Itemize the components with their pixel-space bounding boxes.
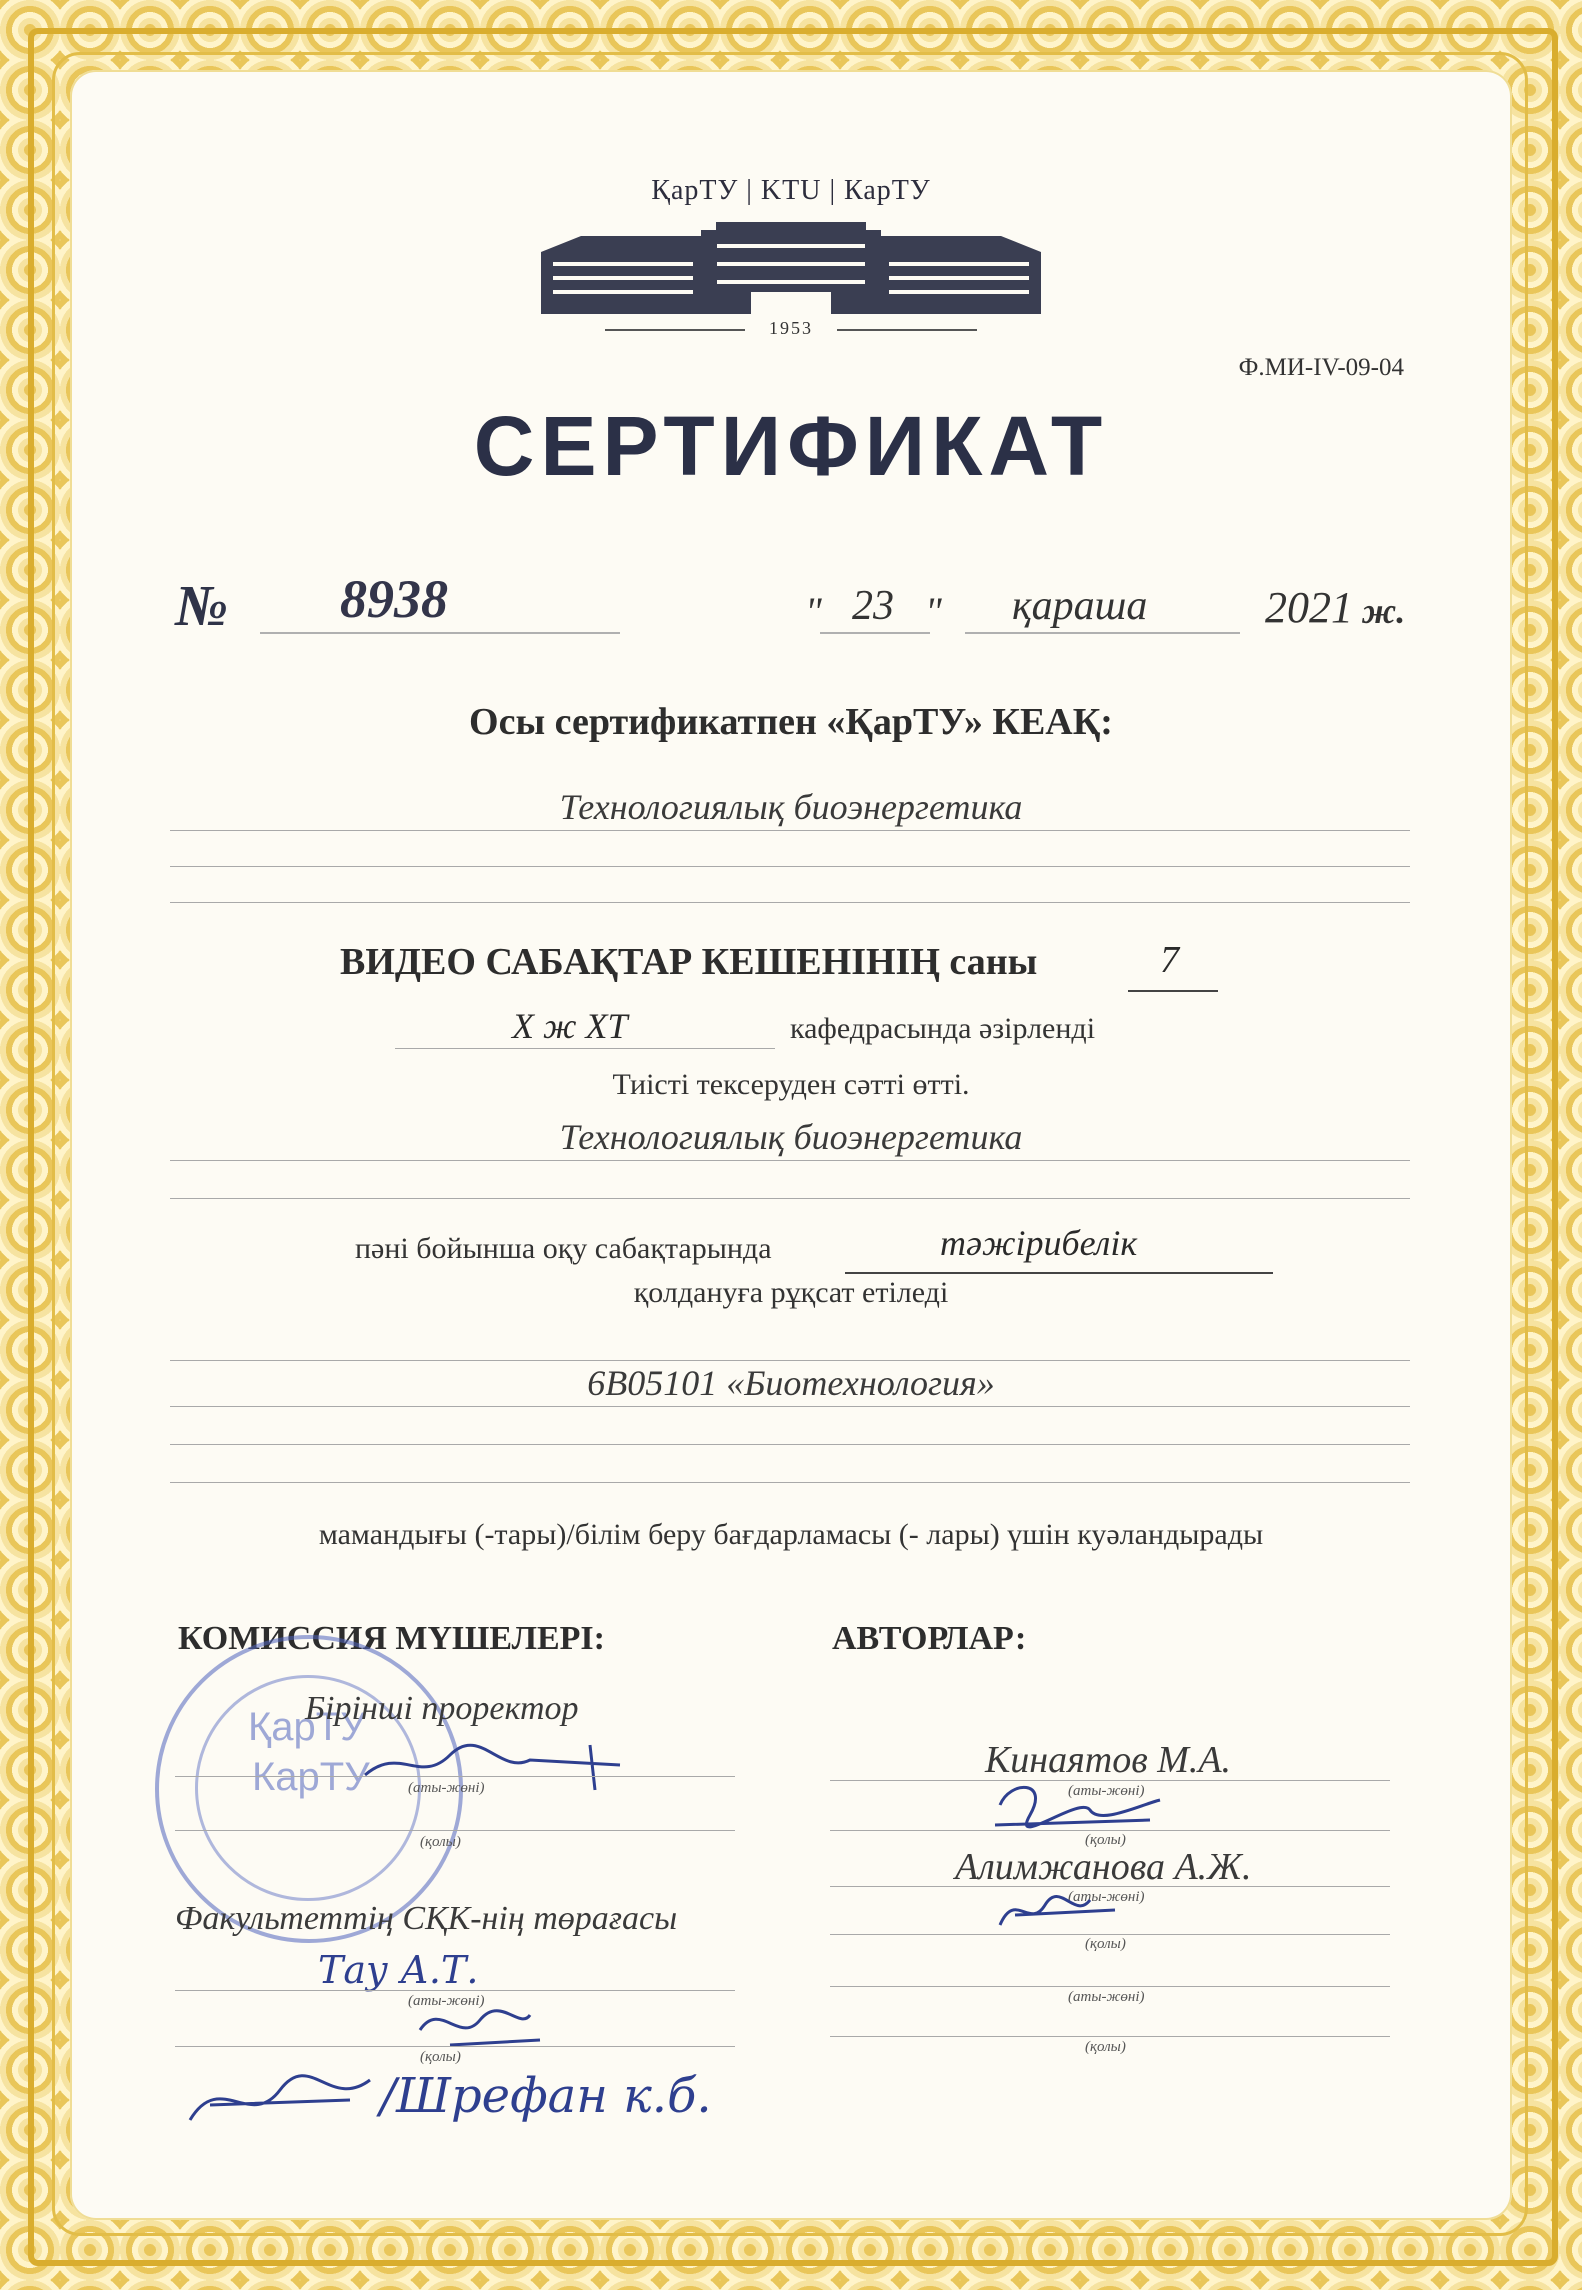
intro-text: Осы сертификатпен «ҚарТУ» КЕАҚ: bbox=[469, 701, 1113, 743]
video-count-underline bbox=[1128, 990, 1218, 992]
department-underline bbox=[395, 1048, 775, 1049]
commission-name-label-2: (аты-жөні) bbox=[408, 1993, 485, 2009]
department-name: Х ж ХТ bbox=[512, 1006, 628, 1046]
commission-sign-line-2 bbox=[175, 2046, 735, 2047]
subject-underline-2 bbox=[170, 1198, 1410, 1199]
permission-text: қолдануға рұқсат етіледі bbox=[633, 1276, 949, 1309]
subject-underline-1 bbox=[170, 1160, 1410, 1161]
commission-member-2-name: Тау А.Т. bbox=[318, 1948, 479, 1992]
commission-sign-label-1: (қолы) bbox=[420, 1834, 461, 1850]
date-quote-open: " bbox=[805, 589, 822, 634]
certificate-number: 8938 bbox=[340, 569, 448, 629]
university-logo-text: ҚарТУ | KTU | КарТУ bbox=[651, 175, 931, 206]
author-1-name: Кинаятов М.А. bbox=[985, 1739, 1232, 1781]
author-sign-line-2 bbox=[830, 1934, 1390, 1935]
number-underline bbox=[260, 632, 620, 634]
author-name-label-3: (аты-жөні) bbox=[1068, 1989, 1145, 2005]
program-name: 6В05101 «Биотехнология» bbox=[587, 1363, 995, 1403]
commission-signature-1 bbox=[360, 1735, 640, 1795]
month-underline bbox=[965, 632, 1240, 634]
commission-role-2: Факультеттің СҚК-нің төрағасы bbox=[175, 1900, 678, 1937]
program-underline-3 bbox=[170, 1444, 1410, 1445]
program-underline-4 bbox=[170, 1482, 1410, 1483]
commission-sign-label-2: (қолы) bbox=[420, 2049, 461, 2065]
author-name-label-1: (аты-жөні) bbox=[1068, 1783, 1145, 1799]
date-quote-close: " bbox=[925, 589, 942, 634]
author-sign-line-3 bbox=[830, 2036, 1390, 2037]
certificate-title: СЕРТИФИКАТ bbox=[473, 399, 1109, 493]
commission-name-label-1: (аты-жөні) bbox=[408, 1780, 485, 1796]
commission-name-line-2 bbox=[175, 1990, 735, 1991]
author-sign-label-1: (қолы) bbox=[1085, 1832, 1126, 1848]
stamp-text-2: КарТУ bbox=[252, 1755, 370, 1799]
author-signature-1 bbox=[990, 1775, 1170, 1835]
commission-sign-line-1 bbox=[175, 1830, 735, 1831]
commission-heading: КОМИССИЯ МҮШЕЛЕРІ: bbox=[178, 1620, 605, 1657]
lessons-label: пәні бойынша оқу сабақтарында bbox=[355, 1232, 772, 1265]
lesson-type: тәжірибелік bbox=[940, 1223, 1138, 1263]
extra-signature-text: /Шрефан к.б. bbox=[380, 2068, 712, 2124]
video-count-label: ВИДЕО САБАҚТАР КЕШЕНІНІҢ саны bbox=[340, 941, 1038, 983]
department-label: кафедрасында әзірленді bbox=[790, 1012, 1096, 1045]
date-day: 23 bbox=[852, 583, 894, 629]
program-underline-1 bbox=[170, 1360, 1410, 1361]
video-count: 7 bbox=[1160, 939, 1179, 981]
authors-heading: АВТОРЛАР: bbox=[832, 1620, 1027, 1657]
author-2-name: Алимжанова А.Ж. bbox=[955, 1846, 1252, 1888]
date-month: қараша bbox=[1012, 583, 1148, 629]
review-text: Тиісті тексеруден сәтті өтті. bbox=[612, 1068, 970, 1101]
date-year: 2021 bbox=[1265, 583, 1353, 632]
day-underline bbox=[820, 632, 930, 634]
commission-role-1: Бірінші проректор bbox=[305, 1690, 579, 1727]
number-sign: № bbox=[175, 573, 229, 638]
lesson-type-underline bbox=[845, 1272, 1273, 1274]
title-underline-1 bbox=[170, 830, 1410, 831]
subject-name: Технологиялық биоэнергетика bbox=[559, 1117, 1023, 1157]
author-sign-label-3: (қолы) bbox=[1085, 2039, 1126, 2055]
title-underline-3 bbox=[170, 902, 1410, 903]
author-name-line-3 bbox=[830, 1986, 1390, 1987]
commission-name-line-1 bbox=[175, 1776, 735, 1777]
author-name-label-2: (аты-жөні) bbox=[1068, 1889, 1145, 1905]
form-code: Ф.МИ-IV-09-04 bbox=[1238, 354, 1404, 381]
certify-text: мамандығы (-тары)/білім беру бағдарламасы (- лары) үшін куәландырады bbox=[318, 1518, 1264, 1551]
date-year-suffix: ж. bbox=[1362, 591, 1406, 631]
title-underline-2 bbox=[170, 866, 1410, 867]
logo-year: 1953 bbox=[769, 318, 813, 338]
author-sign-label-2: (қолы) bbox=[1085, 1936, 1126, 1952]
stamp-text-1: ҚарТУ bbox=[248, 1705, 366, 1749]
author-sign-line-1 bbox=[830, 1830, 1390, 1831]
title-field: Технологиялық биоэнергетика bbox=[559, 787, 1023, 827]
program-underline-2 bbox=[170, 1406, 1410, 1407]
extra-signature-scribble bbox=[180, 2060, 380, 2140]
author-signature-2 bbox=[995, 1885, 1135, 1935]
university-building-icon bbox=[541, 222, 1041, 318]
